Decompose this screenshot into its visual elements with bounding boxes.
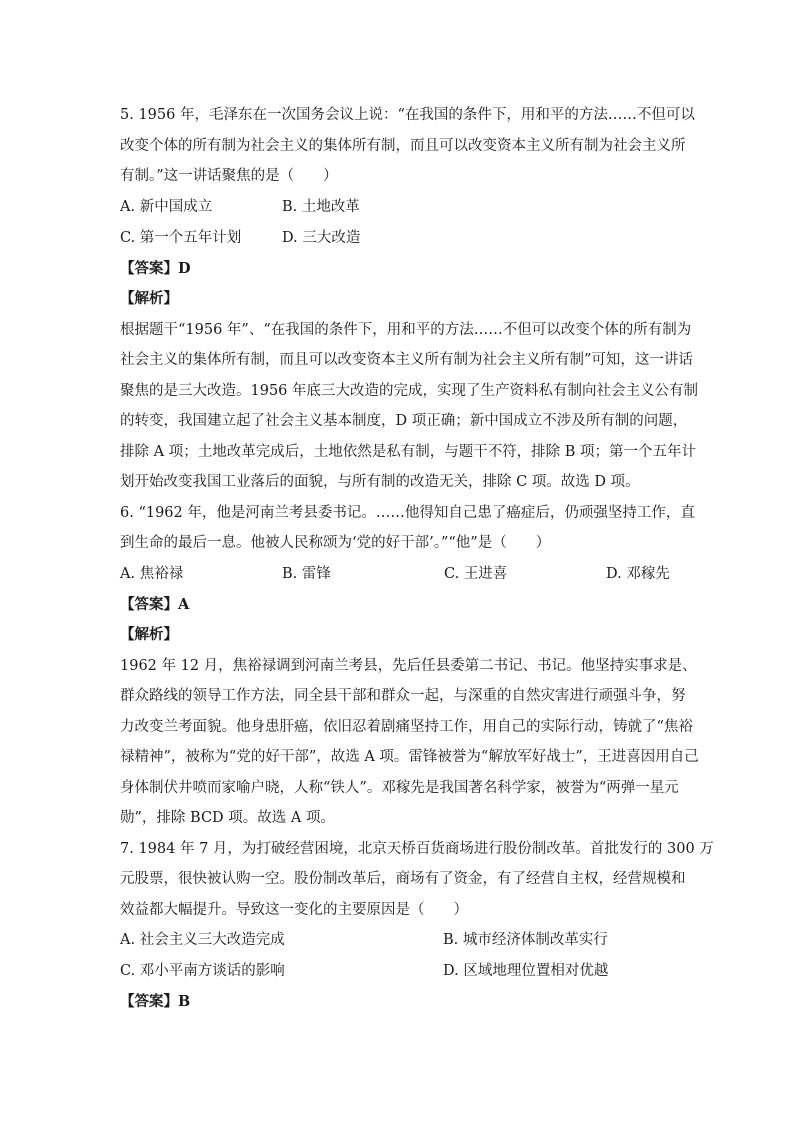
question-5-analysis-label: 【解析】 xyxy=(120,290,178,307)
question-6-analysis-line: 群众路线的领导工作方法，同全县干部和群众一起，与深重的自然灾害进行顽强斗争，努 xyxy=(120,688,686,704)
question-6-analysis-line: 身体制伏井喷而家喻户晓，人称“铁人”。邓稼先是我国著名科学家，被誉为“两弹一星元 xyxy=(120,779,679,796)
question-5-options-row-1 xyxy=(120,192,680,223)
question-7-answer: 【答案】B xyxy=(120,993,191,1010)
question-6-option-c: C. 王进喜 xyxy=(444,565,508,582)
question-5-analysis-line: 划开始改变我国工业落后的面貌，与所有制的改造无关，排除 C 项。故选 D 项。 xyxy=(120,474,640,490)
question-6-answer: 【答案】A xyxy=(120,595,190,613)
question-6-analysis-line: 力改变兰考面貌。他身患肝癌，依旧忍着剧痛坚持工作，用自己的实际行动，铸就了“焦裕 xyxy=(120,718,693,735)
question-7-options-row-1 xyxy=(120,925,680,956)
question-5-option-d: D. 三大改造 xyxy=(282,229,361,246)
question-7-option-a: A. 社会主义三大改造完成 xyxy=(120,932,285,948)
question-7-option-b: B. 城市经济体制改革实行 xyxy=(443,932,608,948)
question-6-option-a: A. 焦裕禄 xyxy=(120,565,184,582)
question-6-analysis-line: 1962 年 12 月，焦裕禄调到河南兰考县，先后任县委第二书记、书记。他坚持实事求是、 xyxy=(120,657,697,674)
question-5-stem-line: 改变个体的所有制为社会主义的集体所有制，而且可以改变资本主义所有制为社会主义所 xyxy=(120,137,686,154)
question-7-option-d: D. 区域地理位置相对优越 xyxy=(443,963,609,979)
question-5-options-row-2 xyxy=(120,223,680,254)
question-5-analysis-line: 的转变，我国建立起了社会主义基本制度，D 项正确；新中国成立不涉及所有制的问题， xyxy=(120,413,688,429)
question-6-option-b: B. 雷锋 xyxy=(282,565,331,582)
question-5-answer: 【答案】D xyxy=(120,259,191,277)
question-7-stem-line: 元股票，很快被认购一空。股份制改革后，商场有了资金，有了经营自主权，经营规模和 xyxy=(120,871,686,887)
question-7-options-row-2 xyxy=(120,956,680,987)
question-6-option-d: D. 邓稼先 xyxy=(606,565,670,582)
question-6-stem-line: 6. “1962 年，他是河南兰考县委书记。……他得知自己患了癌症后，仍顽强坚持工作，直 xyxy=(120,504,695,521)
question-5-analysis-line: 根据题干“1956 年”、“在我国的条件下，用和平的方法……不但可以改变个体的所有制为 xyxy=(120,321,692,338)
question-5-option-b: B. 土地改革 xyxy=(282,198,360,215)
question-6-stem-line: 到生命的最后一息。他被人民称颂为‘党的好干部’。”“他”是（ ） xyxy=(120,535,551,551)
question-7 xyxy=(120,834,714,1018)
question-5-option-c: C. 第一个五年计划 xyxy=(120,229,242,246)
question-6-options-row xyxy=(120,559,680,590)
question-7-stem-line: 效益都大幅提升。导致这一变化的主要原因是（ ） xyxy=(120,901,468,918)
question-5-analysis-line: 排除 A 项；土地改革完成后，土地依然是私有制，与题干不符，排除 B 项；第一个五年计 xyxy=(120,443,697,460)
question-6-analysis-label: 【解析】 xyxy=(120,626,178,643)
question-7-stem-line: 7. 1984 年 7 月，为打破经营困境，北京天桥百货商场进行股份制改革。首批发行的 300 万 xyxy=(120,840,714,857)
question-5 xyxy=(120,100,699,498)
document-page xyxy=(120,100,714,1018)
question-6 xyxy=(120,498,699,834)
question-5-analysis-line: 聚焦的是三大改造。1956 年底三大改造的完成，实现了生产资料私有制向社会主义公有制 xyxy=(120,382,699,399)
question-5-stem-line: 5. 1956 年，毛泽东在一次国务会议上说：“在我国的条件下，用和平的方法……不但可以 xyxy=(120,107,695,123)
question-7-option-c: C. 邓小平南方谈话的影响 xyxy=(120,963,285,979)
question-5-analysis-line: 社会主义的集体所有制，而且可以改变资本主义所有制为社会主义所有制”可知，这一讲话 xyxy=(120,352,693,368)
question-5-stem-line: 有制。”这一讲话聚焦的是（ ） xyxy=(120,168,338,184)
question-6-analysis-line: 禄精神”，被称为“党的好干部”，故选 A 项。雷锋被誉为“解放军好战士”，王进喜因用自己 xyxy=(120,749,699,765)
question-5-option-a: A. 新中国成立 xyxy=(120,198,213,215)
question-6-analysis-line: 勋”，排除 BCD 项。故选 A 项。 xyxy=(120,810,335,826)
